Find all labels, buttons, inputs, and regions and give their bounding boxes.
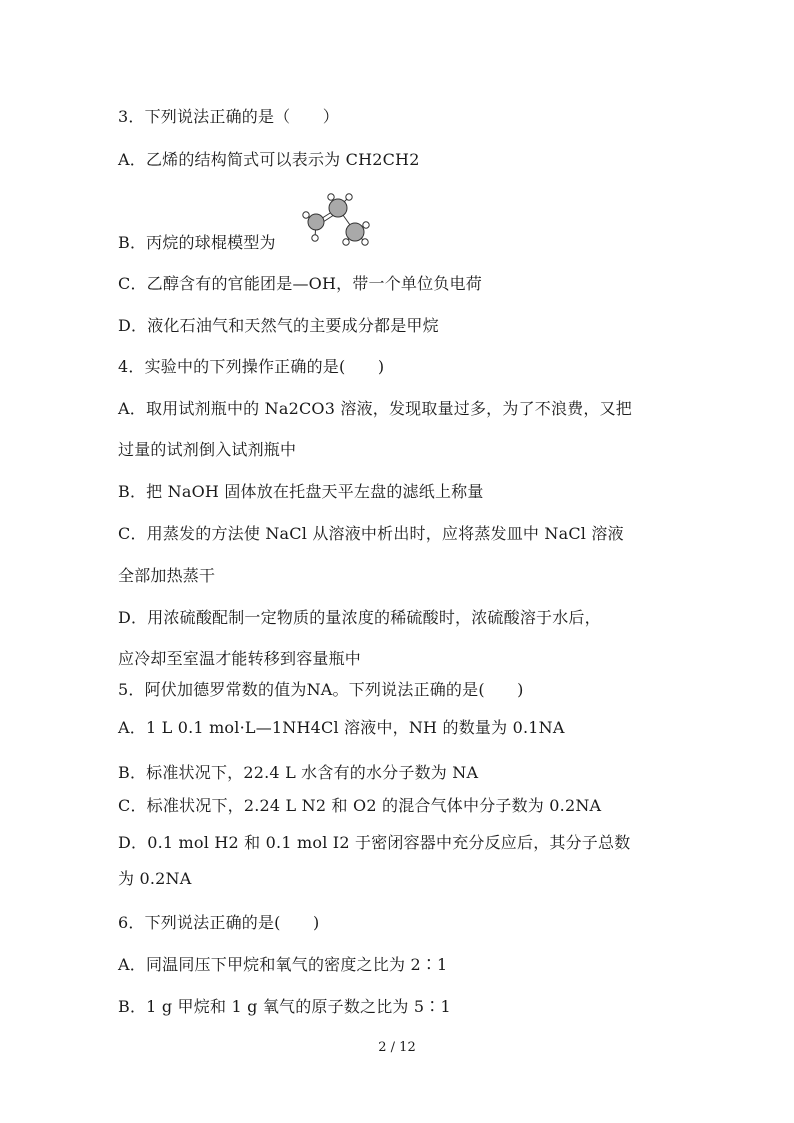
q4-option-d-line2: 应冷却至室温才能转移到容量瓶中	[118, 649, 362, 668]
q5-stem: 5．阿伏加德罗常数的值为NA。下列说法正确的是( )	[118, 680, 524, 699]
q3-option-a: A．乙烯的结构简式可以表示为 CH2CH2	[118, 150, 420, 169]
q3-stem: 3．下列说法正确的是（ ）	[118, 107, 339, 126]
q3-option-d: D．液化石油气和天然气的主要成分都是甲烷	[118, 316, 439, 335]
q4-option-d-line1: D．用浓硫酸配制一定物质的量浓度的稀硫酸时，浓硫酸溶于水后，	[118, 608, 601, 627]
page-number: 2 / 12	[378, 1040, 416, 1055]
q3-option-c: C．乙醇含有的官能团是—OH，带一个单位负电荷	[118, 274, 482, 293]
q6-stem: 6．下列说法正确的是( )	[118, 913, 320, 932]
q5-option-a: A．1 L 0.1 mol·L—1NH4Cl 溶液中，NH 的数量为 0.1NA	[118, 718, 565, 737]
q6-option-a: A．同温同压下甲烷和氧气的密度之比为 2∶1	[118, 955, 448, 974]
q4-option-b: B．把 NaOH 固体放在托盘天平左盘的滤纸上称量	[118, 482, 484, 501]
q5-option-b: B．标准状况下，22.4 L 水含有的水分子数为 NA	[118, 763, 479, 782]
q4-option-a-line2: 过量的试剂倒入试剂瓶中	[118, 440, 297, 459]
q4-option-a-line1: A．取用试剂瓶中的 Na2CO3 溶液，发现取量过多，为了不浪费，又把	[118, 399, 632, 418]
q4-option-c-line2: 全部加热蒸干	[118, 566, 216, 585]
q3-option-b: B．丙烷的球棍模型为	[118, 233, 276, 252]
q5-option-d-line1: D．0.1 mol H2 和 0.1 mol I2 于密闭容器中充分反应后，其分子总数	[118, 833, 631, 852]
q4-option-c-line1: C．用蒸发的方法使 NaCl 从溶液中析出时，应将蒸发皿中 NaCl 溶液	[118, 524, 624, 543]
q6-option-b: B．1 g 甲烷和 1 g 氧气的原子数之比为 5∶1	[118, 997, 451, 1016]
propane-ball-stick-model	[298, 192, 374, 246]
q4-stem: 4．实验中的下列操作正确的是( )	[118, 357, 385, 376]
q5-option-c: C．标准状况下，2.24 L N2 和 O2 的混合气体中分子数为 0.2NA	[118, 796, 602, 815]
q5-option-d-line2: 为 0.2NA	[118, 869, 192, 888]
